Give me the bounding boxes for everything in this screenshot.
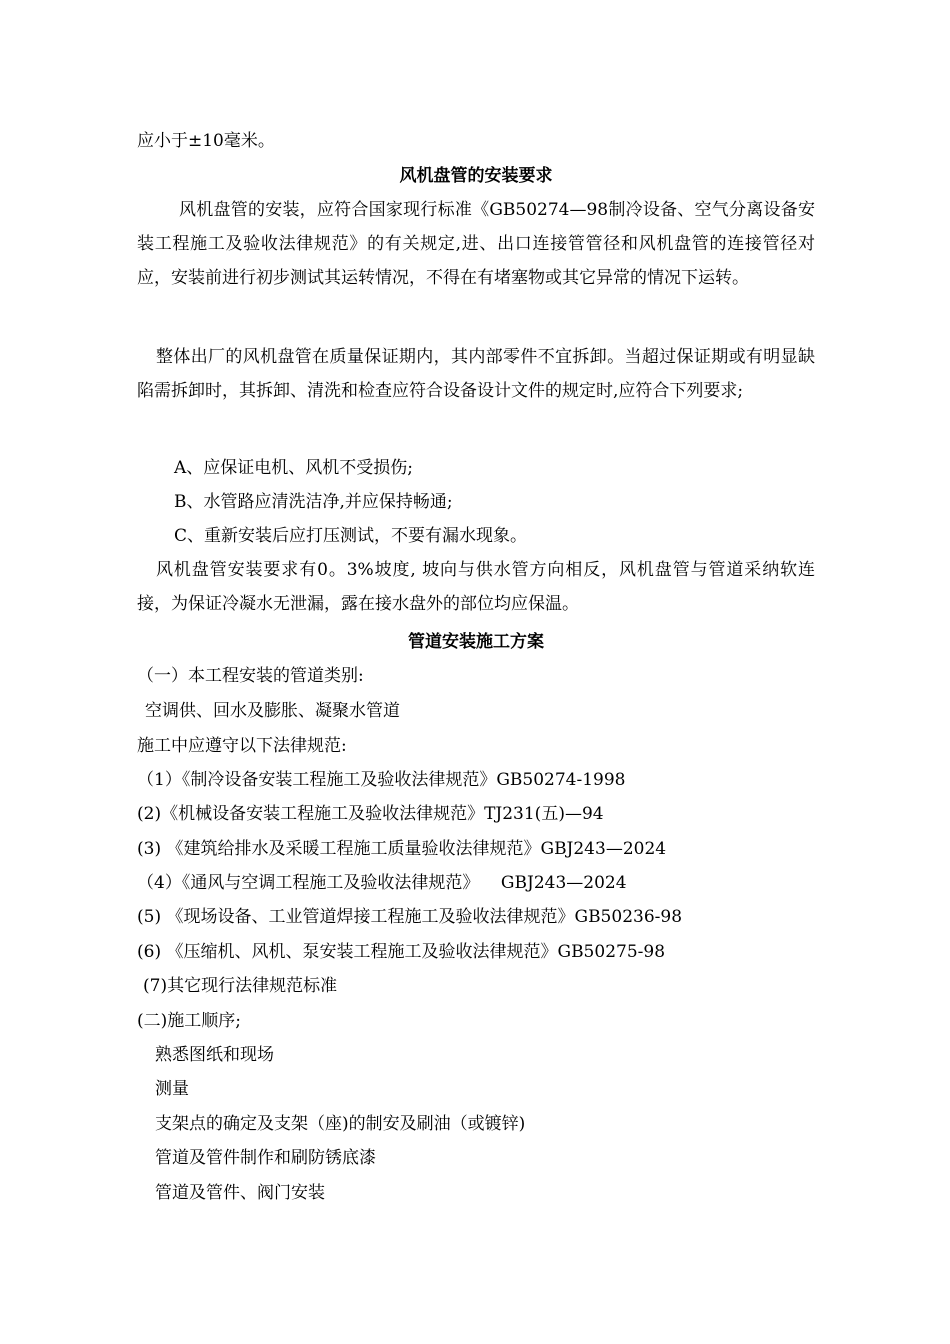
requirement-item-b: B、水管路应清洗洁净,并应保持畅通; [174, 492, 453, 512]
standard-item: （1）《制冷设备安装工程施工及验收法律规范》GB50274-1998 [137, 770, 626, 790]
requirement-item-a: A、应保证电机、风机不受损伤; [174, 458, 414, 478]
requirement-item-c: C、重新安装后应打压测试，不要有漏水现象。 [174, 526, 528, 546]
paragraph-fan-coil-slope: 风机盘管安装要求有0。3%坡度, 坡向与供水管方向相反，风机盘管与管道采纳软连接，为保证冷凝水无泄漏，露在接水盘外的部位均应保温。 [137, 560, 815, 614]
standard-item: (2)《机械设备安装工程施工及验收法律规范》TJ231(五)—94 [137, 804, 604, 824]
standard-item: (7)其它现行法律规范标准 [143, 976, 338, 996]
sequence-step: 熟悉图纸和现场 [155, 1045, 274, 1065]
pipe-category-text: 空调供、回水及膨胀、凝聚水管道 [145, 701, 400, 721]
standard-item: （4）《通风与空调工程施工及验收法律规范》 GBJ243—2024 [137, 873, 627, 893]
sequence-step: 管道及管件制作和刷防锈底漆 [155, 1148, 376, 1168]
paragraph-fan-coil-install: 风机盘管的安装，应符合国家现行标准《GB50274—98制冷设备、空气分离设备安装工程施工及验收法律规范》的有关规定,进、出口连接管管径和风机盘管的连接管径对应，安装前进行初步测试其运转情况，不得在有堵塞物或其它异常的情况下运转。 [137, 200, 815, 288]
sequence-step: 支架点的确定及支架（座)的制安及刷油（或镀锌) [155, 1114, 526, 1134]
sequence-heading: (二)施工顺序; [137, 1011, 241, 1031]
standard-item: (6) 《压缩机、风机、泵安装工程施工及验收法律规范》GB50275-98 [137, 942, 666, 962]
section-title-fan-coil: 风机盘管的安装要求 [399, 166, 553, 186]
standard-item: (3) 《建筑给排水及采暖工程施工质量验收法律规范》GBJ243—2024 [137, 839, 667, 859]
section-title-pipeline: 管道安装施工方案 [408, 632, 544, 652]
standard-item: (5) 《现场设备、工业管道焊接工程施工及验收法律规范》GB50236-98 [137, 907, 683, 927]
sequence-step: 测量 [155, 1079, 189, 1099]
sequence-step: 管道及管件、阀门安装 [155, 1183, 325, 1203]
continuation-text: 应小于±10毫米。 [137, 131, 275, 151]
pipe-category-heading: （一）本工程安装的管道类别: [137, 666, 364, 686]
paragraph-fan-coil-disassembly: 整体出厂的风机盘管在质量保证期内，其内部零件不宜拆卸。当超过保证期或有明显缺陷需拆卸时，其拆卸、清洗和检查应符合设备设计文件的规定时,应符合下列要求; [137, 347, 815, 401]
standards-intro: 施工中应遵守以下法律规范: [137, 736, 347, 756]
